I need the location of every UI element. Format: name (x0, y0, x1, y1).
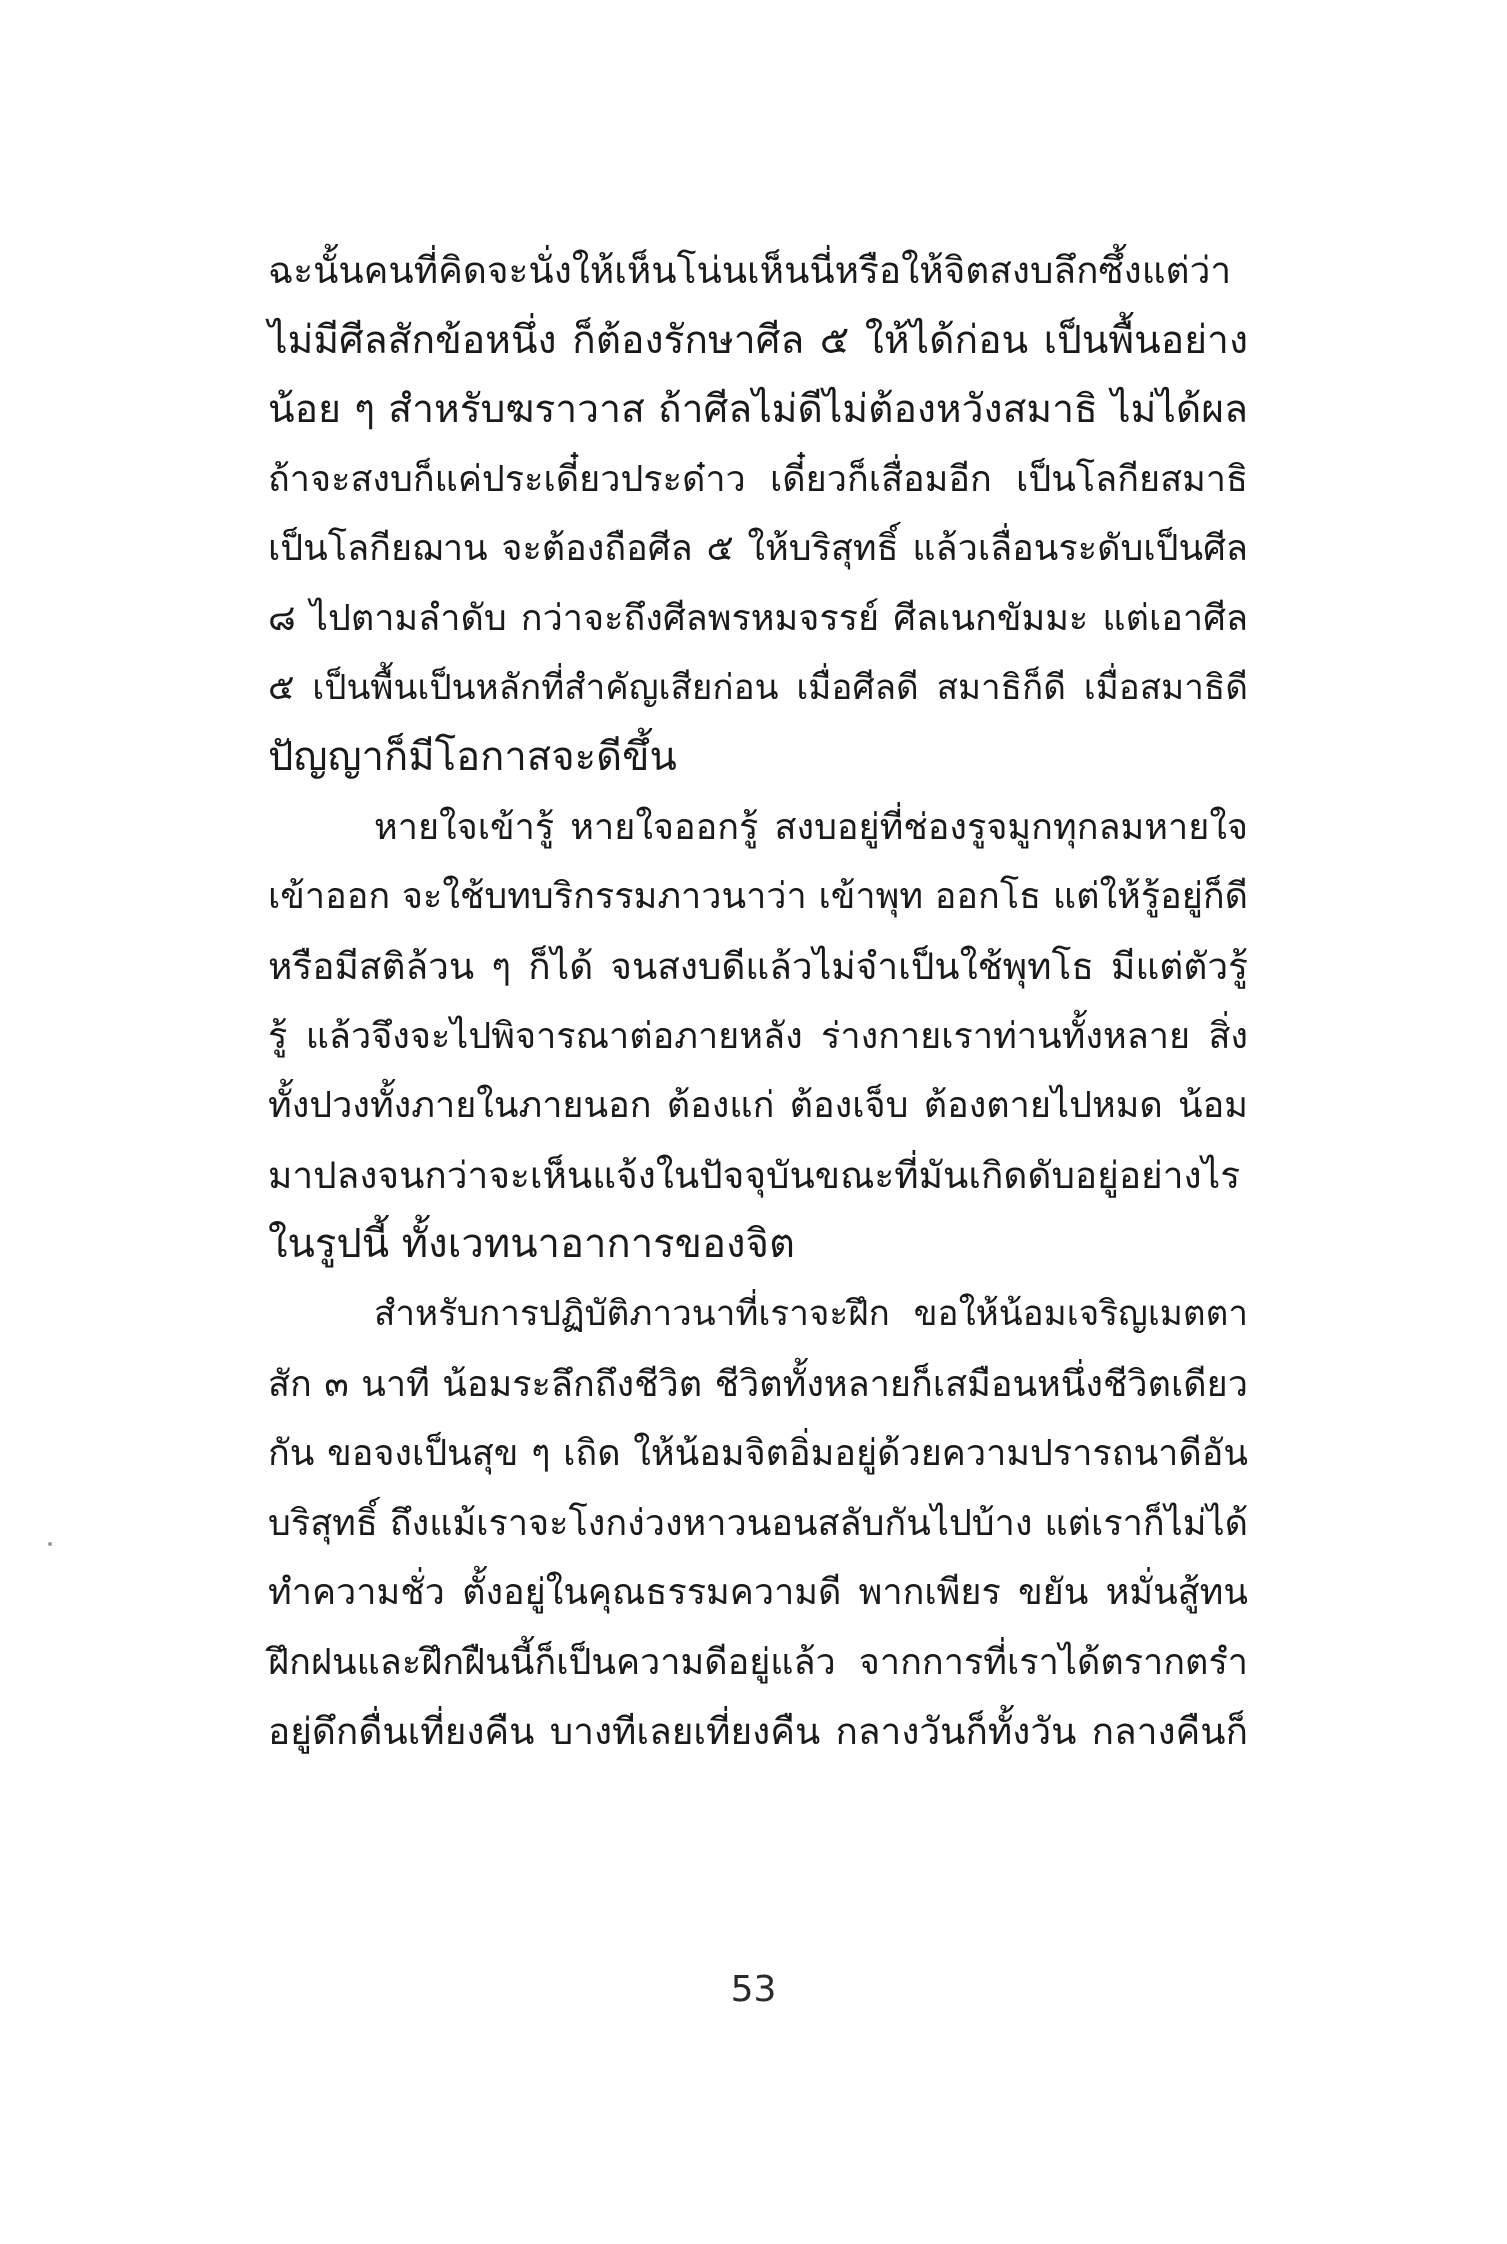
text-line: หรือมีสติล้วน ๆ ก็ได้ จนสงบดีแล้วไม่จำเป็นใช้พุทโธ มีแต่ตัวรู้ (268, 944, 1248, 988)
text-line: บริสุทธิ์ ถึงแม้เราจะโงกง่วงหาวนอนสลับกันไปบ้าง แต่เราก็ไม่ได้ (268, 1502, 1248, 1544)
paragraph (268, 1280, 1248, 1767)
paragraph (268, 793, 1248, 1280)
page-number: 53 (730, 1969, 777, 2010)
text-line: สัก ๓ นาที น้อมระลึกถึงชีวิต ชีวิตทั้งหลายก็เสมือนหนึ่งชีวิตเดียว (268, 1363, 1248, 1405)
text-line: ฝึกฝนและฝึกฝืนนี้ก็เป็นความดีอยู่แล้ว จากการที่เราได้ตรากตรำ (268, 1641, 1248, 1683)
text-line: เป็นโลกียฌาน จะต้องถือศีล ๕ ให้บริสุทธิ์ แล้วเลื่อนระดับเป็นศีล (268, 528, 1248, 570)
text-line: สำหรับการปฏิบัติภาวนาที่เราจะฝึก ขอให้น้อมเจริญเมตตา (374, 1293, 1248, 1334)
paragraph (268, 236, 1248, 793)
text-line: หายใจเข้ารู้ หายใจออกรู้ สงบอยู่ที่ช่องรูจมูกทุกลมหายใจ (374, 806, 1248, 848)
text-line: รู้ แล้วจึงจะไปพิจารณาต่อภายหลัง ร่างกายเราท่านทั้งหลาย สิ่ง (268, 1015, 1248, 1057)
text-line: เข้าออก จะใช้บทบริกรรมภาวนาว่า เข้าพุท ออกโธ แต่ให้รู้อยู่ก็ดี (268, 876, 1248, 918)
text-line: น้อย ๆ สำหรับฆราวาส ถ้าศีลไม่ดีไม่ต้องหวังสมาธิ ไม่ได้ผล (268, 387, 1248, 433)
text-line: ฉะนั้นคนที่คิดจะนั่งให้เห็นโน่นเห็นนี่หรือให้จิตสงบลึกซึ้งแต่ว่า (268, 249, 1232, 292)
text-line: ถ้าจะสงบก็แค่ประเดี๋ยวประด๋าว เดี๋ยวก็เสื่อมอีก เป็นโลกียสมาธิ (268, 458, 1248, 500)
body-text (268, 236, 1248, 1767)
text-line: มาปลงจนกว่าจะเห็นแจ้งในปัจจุบันขณะที่มันเกิดดับอยู่อย่างไร (268, 1153, 1241, 1197)
text-line: ทั้งปวงทั้งภายในภายนอก ต้องแก่ ต้องเจ็บ ต้องตายไปหมด น้อม (268, 1085, 1248, 1127)
scan-speck (48, 1542, 52, 1546)
text-line: อยู่ดึกดื่นเที่ยงคืน บางทีเลยเที่ยงคืน กลางวันก็ทั้งวัน กลางคืนก็ (268, 1710, 1248, 1754)
text-line: กัน ขอจงเป็นสุข ๆ เถิด ให้น้อมจิตอิ่มอยู่ด้วยความปรารถนาดีอัน (268, 1433, 1248, 1475)
text-line: ปัญญาก็มีโอกาสจะดีขึ้น (268, 734, 677, 781)
text-line: ไม่มีศีลสักข้อหนึ่ง ก็ต้องรักษาศีล ๕ ให้ได้ก่อน เป็นพื้นอย่าง (268, 317, 1248, 363)
text-line: ๘ ไปตามลำดับ กว่าจะถึงศีลพรหมจรรย์ ศีลเนกขัมมะ แต่เอาศีล (268, 597, 1248, 639)
text-line: ๕ เป็นพื้นเป็นหลักที่สำคัญเสียก่อน เมื่อศีลดี สมาธิก็ดี เมื่อสมาธิดี (268, 667, 1248, 708)
text-line: ทำความชั่ว ตั้งอยู่ในคุณธรรมความดี พากเพียร ขยัน หมั่นสู้ทน (268, 1572, 1248, 1614)
text-line: ในรูปนี้ ทั้งเวทนาอาการของจิต (268, 1221, 795, 1268)
